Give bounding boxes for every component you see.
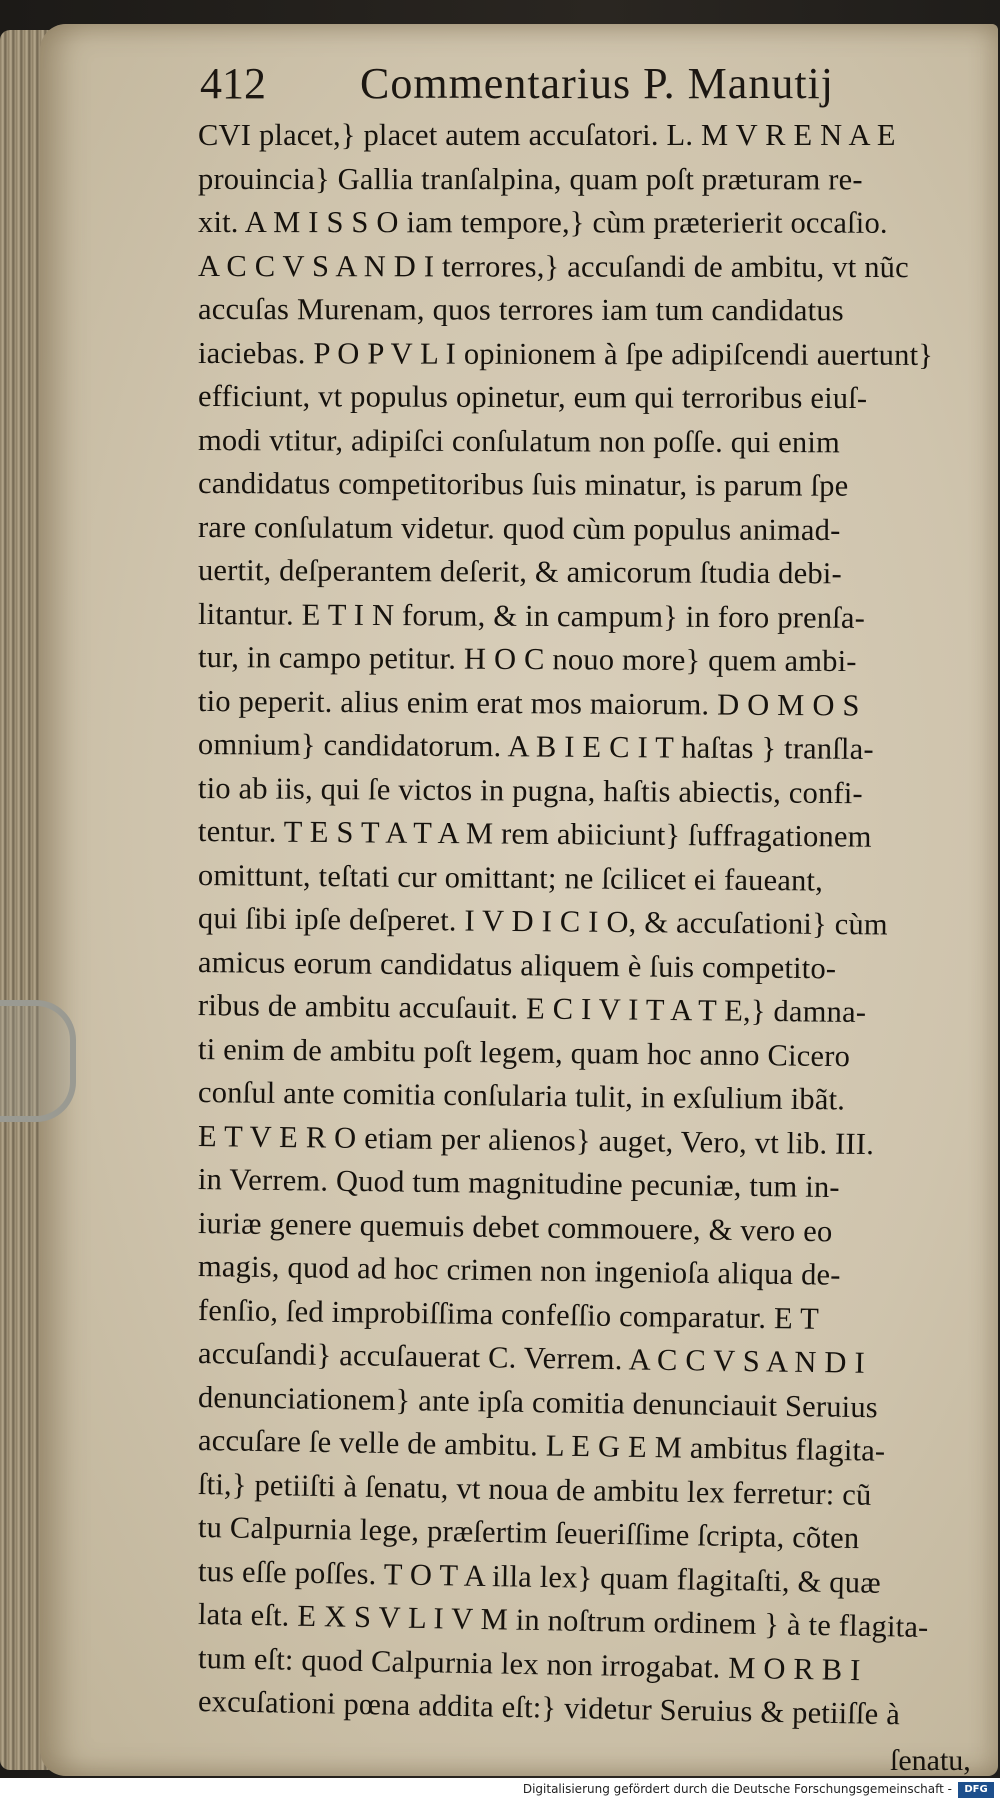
- text-line: fenſio, ſed improbiſſima confeſſio comparatur. E T: [197, 1292, 820, 1336]
- dfg-credit: Digitalisierung gefördert durch die Deutsche Forschungsgemeinschaft -: [522, 1782, 952, 1796]
- text-line: ti enim de ambitu poſt legem, quam hoc anno Cicero: [197, 1031, 851, 1073]
- text-line: efficiunt, vt populus opinetur, eum qui terroribus eiuſ-: [197, 379, 868, 416]
- text-line: omnium} candidatorum. A B I E C I T haſtas } tranſla-: [197, 727, 874, 766]
- text-line: A C C V S A N D I terrores,} accuſandi de ambitu, vt nũc: [197, 248, 909, 284]
- text-line: iaciebas. P O P V L I opinionem à ſpe adipiſcendi auertunt}: [197, 335, 934, 372]
- clasp: [0, 1000, 76, 1122]
- text-line: excuſationi pœna addita eſt:} videtur Seruius & petiiſſe à: [197, 1684, 901, 1732]
- text-line: tus eſſe poſſes. T O T A illa lex} quam flagitaſti, & quæ: [197, 1553, 882, 1600]
- text-line: tur, in campo petitur. H O C nouo more} quem ambi-: [197, 640, 857, 679]
- page-number: 412: [200, 59, 266, 108]
- text-line: accuſas Murenam, quos terrores iam tum candidatus: [197, 292, 844, 328]
- text-line: tio ab iis, qui ſe victos in pugna, haſtis abiectis, confi-: [197, 770, 864, 810]
- text-line: CVI placet,} placet autem accuſatori. L. M V R E N A E: [198, 118, 896, 152]
- text-line: lata eſt. E X S V L I V M in noſtrum ordinem } à te flagita-: [197, 1597, 929, 1645]
- footer-bar: [0, 1778, 1000, 1805]
- running-head: Commentarius P. Manutij: [360, 59, 834, 108]
- text-line: candidatus competitoribus ſuis minatur, is parum ſpe: [197, 466, 849, 503]
- text-line: rare conſulatum videtur. quod cùm populus animad-: [197, 509, 841, 547]
- text-line: uertit, deſperantem deſerit, & amicorum ſtudia debi-: [197, 553, 842, 591]
- text-line: tu Calpurnia lege, præſertim ſeueriſſime ſcripta, cõten: [197, 1510, 860, 1556]
- text-line: iuriæ genere quemuis debet commouere, & vero eo: [197, 1205, 833, 1248]
- text-line: in Verrem. Quod tum magnitudine pecuniæ, tum in-: [197, 1162, 840, 1205]
- text-line: magis, quod ad hoc crimen non ingenioſa aliqua de-: [197, 1249, 841, 1292]
- text-line: tentur. T E S T A T A M rem abiiciunt} ſuffragationem: [197, 814, 872, 854]
- dfg-logo: DFG: [958, 1782, 994, 1798]
- text-line: denunciationem} ante ipſa comitia denunciauit Seruius: [197, 1379, 879, 1424]
- text-line: qui ſibi ipſe deſperet. I V D I C I O, & accuſationi} cùm: [197, 901, 888, 942]
- text-line: litantur. E T I N forum, & in campum} in foro prenſa-: [197, 596, 866, 635]
- text-line: tio peperit. alius enim erat mos maiorum. D O M O S: [197, 683, 860, 723]
- text-line: ribus de ambitu accuſauit. E C I V I T A T E,} damna-: [197, 988, 867, 1029]
- catchword: ſenatu,: [890, 1744, 971, 1777]
- text-line: modi vtitur, adipiſci conſulatum non poſſe. qui enim: [197, 422, 841, 459]
- text-line: tum eſt: quod Calpurnia lex non irrogabat. M O R B I: [197, 1640, 861, 1687]
- text-line: amicus eorum candidatus aliquem è ſuis competito-: [197, 944, 837, 985]
- text-line: accuſandi} accuſauerat C. Verrem. A C C V S A N D I: [197, 1336, 866, 1380]
- book-page: [40, 24, 998, 1776]
- text-line: prouincia} Gallia tranſalpina, quam poſt præturam re-: [197, 161, 863, 196]
- text-line: omittunt, teſtati cur omittant; ne ſcilicet ei faueant,: [197, 857, 824, 898]
- page-header: [200, 58, 960, 118]
- text-line: accuſare ſe velle de ambitu. L E G E M ambitus flagita-: [197, 1423, 886, 1468]
- text-line: ſti,} petiiſti à ſenatu, vt noua de ambitu lex ferretur: cũ: [197, 1466, 872, 1512]
- text-line: conſul ante comitia conſularia tulit, in exſulium ibãt.: [197, 1075, 846, 1117]
- text-line: E T V E R O etiam per alienos} auget, Vero, vt lib. III.: [197, 1118, 875, 1161]
- text-line: xit. A M I S S O iam tempore,} cùm præterierit occaſio.: [197, 205, 888, 240]
